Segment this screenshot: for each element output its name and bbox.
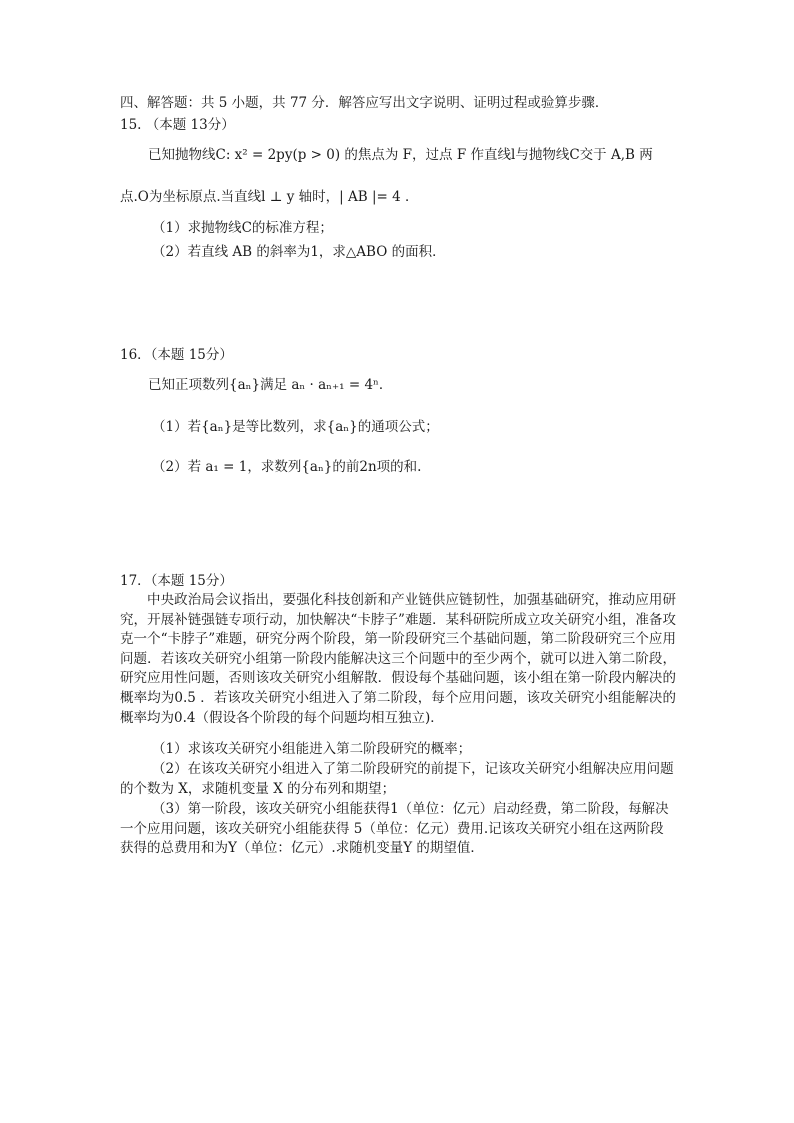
- problem-17-heading: 17．（本题 15分）: [120, 573, 233, 589]
- problem-16-part-1: （1）若{aₙ}是等比数列，求{aₙ}的通项公式；: [152, 419, 439, 435]
- problem-16-stem: 已知正项数列{aₙ}满足 aₙ · aₙ₊₁ = 4ⁿ．: [148, 377, 393, 393]
- problem-17-stem: 中央政治局会议指出，要强化科技创新和产业链供应链韧性，加强基础研究，推动应用研究，开展补链强链专项行动，加快解决“卡脖子”难题．某科研院所成立攻关研究小组，准备攻克一个“卡脖子”难题，研究分两个阶段，第一阶段研究三个基础问题，第二阶段研究三个应用问题．若该攻关研究小组第一阶段内能解决这三个问题中的至少两个，就可以进入第二阶段，研究应用性问题，否则该攻关研究小组解散．假设每个基础问题，该小组在第一阶段内解决的概率均为0.5 ．若该攻关研究小组进入了第二阶段，每个应用问题，该攻关研究小组能解决的概率均为0.4（假设各个阶段的每个问题均相互独立)．: [120, 592, 676, 726]
- problem-16-heading: 16．（本题 15分）: [120, 347, 233, 363]
- problem-15-stem-line2: 点.O为坐标原点.当直线l ⊥ y 轴时，| AB |= 4 ．: [120, 189, 419, 205]
- problem-15-part-2: （2）若直线 AB 的斜率为1，求△ABO 的面积．: [152, 244, 446, 260]
- problem-15-stem-line1: 已知抛物线C: x² = 2py(p > 0) 的焦点为 F，过点 F 作直线l与抛物线C交于 A,B 两: [148, 147, 653, 163]
- problem-15-part-1: （1）求抛物线C的标准方程；: [152, 220, 333, 236]
- problem-17-part-2: （2）在该攻关研究小组进入了第二阶段研究的前提下，记该攻关研究小组解决应用问题的个数为 X，求随机变量 X 的分布列和期望；: [120, 761, 674, 797]
- section-header: 四、解答题：共 5 小题，共 77 分．解答应写出文字说明、证明过程或验算步骤．: [120, 95, 609, 111]
- problem-16-part-2: （2）若 a₁ = 1，求数列{aₙ}的前2n项的和.: [152, 459, 422, 475]
- problem-17-part-3: （3）第一阶段，该攻关研究小组能获得1（单位：亿元）启动经费，第二阶段，每解决一个应用问题，该攻关研究小组能获得 5（单位：亿元）费用.记该攻关研究小组在这两阶段获得的总费用和为Y（单位：亿元）.求随机变量Y 的期望值．: [120, 801, 669, 857]
- problem-17-part-1: （1）求该攻关研究小组能进入第二阶段研究的概率；: [152, 741, 472, 757]
- problem-15-heading: 15. （本题 13分）: [120, 117, 235, 133]
